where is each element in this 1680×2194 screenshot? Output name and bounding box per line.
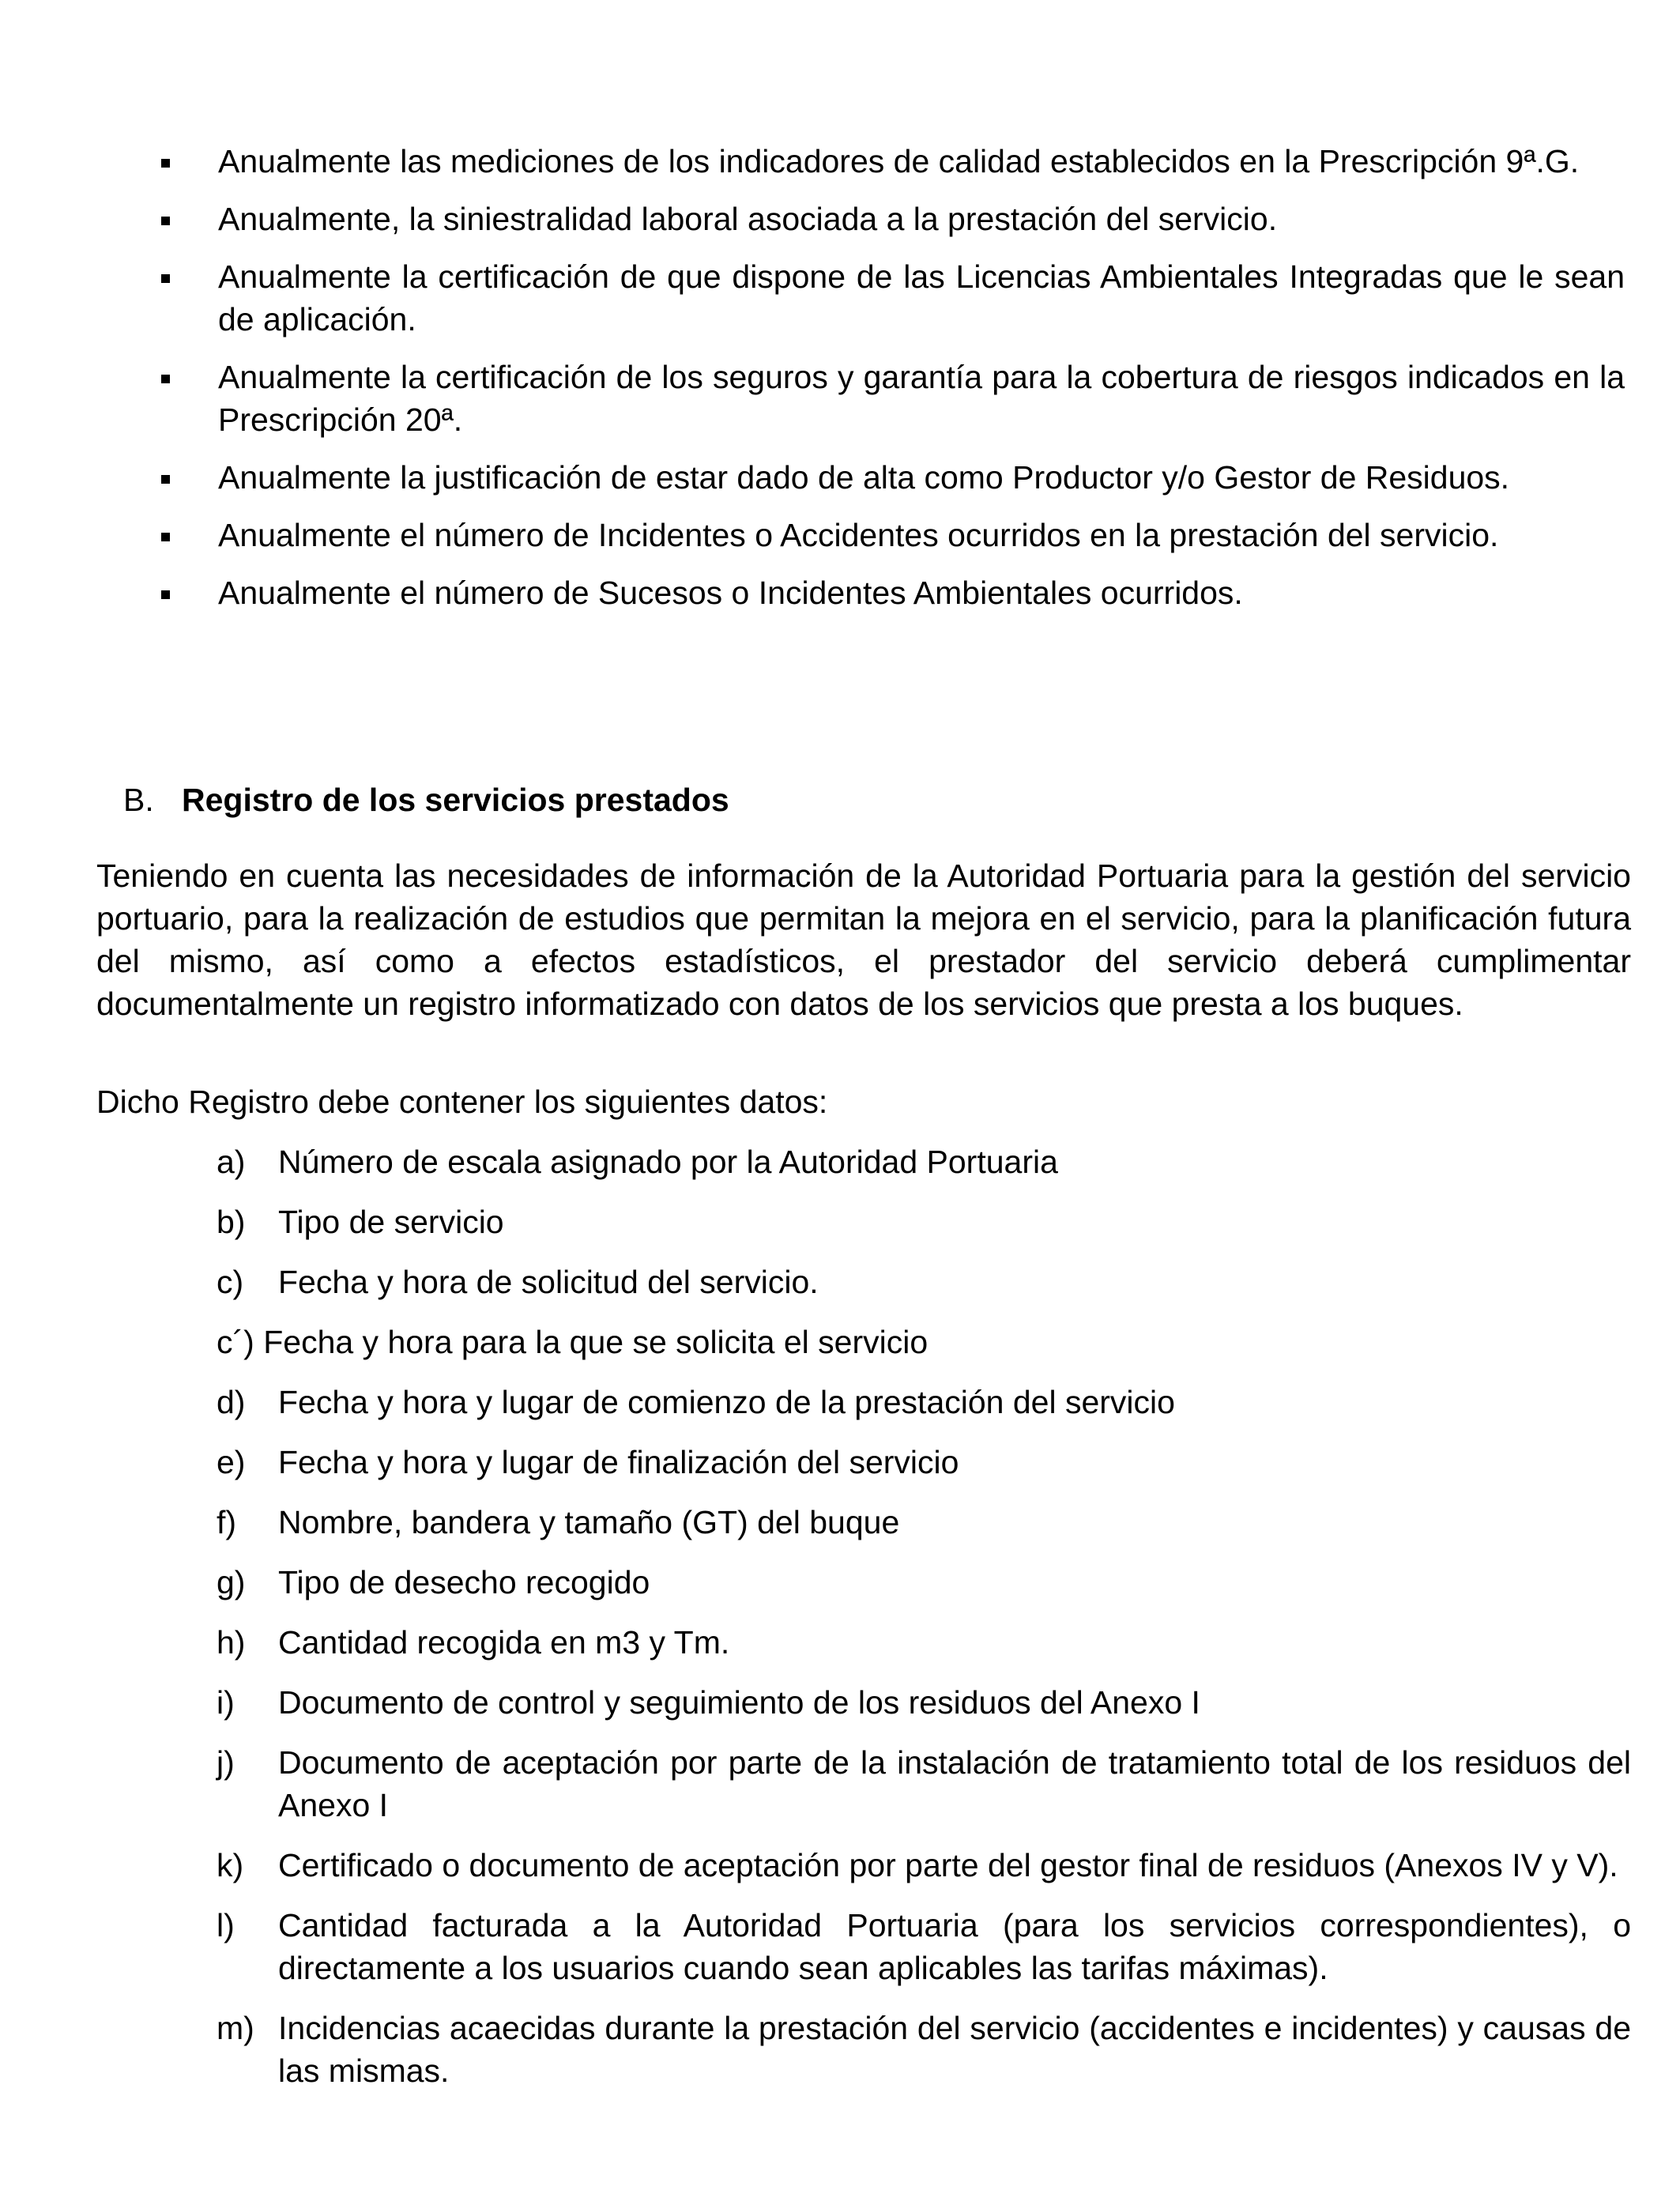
item-label: k)	[217, 1847, 244, 1883]
bullet-text: Anualmente el número de Sucesos o Incidentes Ambientales ocurridos.	[218, 575, 1243, 611]
item-label: c)	[217, 1264, 244, 1300]
annual-reports-bullet-list	[156, 140, 1625, 629]
bullet-text: Anualmente la certificación de los seguros y garantía para la cobertura de riesgos indicados en la Prescripción 20ª.	[218, 359, 1625, 438]
list-item	[217, 2007, 1631, 2092]
item-text: Documento de control y seguimiento de los residuos del Anexo I	[278, 1684, 1200, 1721]
bullet-item	[156, 198, 1625, 240]
item-text: Fecha y hora de solicitud del servicio.	[278, 1264, 819, 1300]
bullet-item	[156, 571, 1625, 614]
bullet-text: Anualmente la certificación de que dispone de las Licencias Ambientales Integradas que le sean de aplicación.	[218, 258, 1625, 337]
square-bullet-icon	[161, 375, 170, 383]
bullet-item	[156, 456, 1625, 499]
square-bullet-icon	[161, 590, 170, 599]
list-item	[217, 1321, 1631, 1363]
register-lead-paragraph: Dicho Registro debe contener los siguientes datos:	[96, 1084, 828, 1120]
bullet-text: Anualmente el número de Incidentes o Accidentes ocurridos en la prestación del servicio.	[218, 517, 1499, 553]
item-label: a)	[217, 1144, 246, 1180]
square-bullet-icon	[161, 475, 170, 484]
bullet-item	[156, 356, 1625, 441]
square-bullet-icon	[161, 159, 170, 168]
list-item	[217, 1681, 1631, 1724]
item-label: e)	[217, 1444, 246, 1480]
item-label: g)	[217, 1564, 246, 1600]
item-text: Cantidad recogida en m3 y Tm.	[278, 1624, 730, 1661]
section-title: Registro de los servicios prestados	[182, 782, 729, 818]
item-label: c´)	[217, 1324, 254, 1360]
item-label: h)	[217, 1624, 246, 1661]
list-item	[217, 1140, 1631, 1183]
item-label: i)	[217, 1684, 235, 1721]
item-label: m)	[217, 2010, 254, 2046]
item-text: Nombre, bandera y tamaño (GT) del buque	[278, 1504, 900, 1540]
list-item	[217, 1621, 1631, 1664]
item-text: Número de escala asignado por la Autoridad Portuaria	[278, 1144, 1058, 1180]
item-label: b)	[217, 1204, 246, 1240]
item-text: Tipo de servicio	[278, 1204, 504, 1240]
list-item	[217, 1844, 1631, 1887]
item-label: j)	[217, 1744, 235, 1781]
item-text: Fecha y hora y lugar de finalización del servicio	[278, 1444, 959, 1480]
list-item	[217, 1441, 1631, 1483]
intro-paragraph: Teniendo en cuenta las necesidades de información de la Autoridad Portuaria para la gestión del servicio portuario, para la realización de estudios que permitan la mejora en el servicio, para la planificación futura del mismo, así como a efectos estadísticos, el prestador del servicio deberá cumplimentar documentalmente un registro informatizado con datos de los servicios que presta a los buques.	[96, 858, 1631, 1022]
item-label: l)	[217, 1907, 235, 1943]
square-bullet-icon	[161, 274, 170, 283]
list-item	[217, 1561, 1631, 1604]
list-item	[217, 1501, 1631, 1544]
bullet-text: Anualmente las mediciones de los indicadores de calidad establecidos en la Prescripción 9ª.G.	[218, 143, 1580, 179]
section-letter: B.	[123, 782, 154, 818]
bullet-item	[156, 514, 1625, 556]
list-item	[217, 1741, 1631, 1826]
list-item	[217, 1904, 1631, 1989]
section-heading	[123, 778, 1625, 821]
item-text: Cantidad facturada a la Autoridad Portuaria (para los servicios correspondientes), o directamente a los usuarios cuando sean aplicables las tarifas máximas).	[278, 1907, 1631, 1986]
item-label: d)	[217, 1384, 246, 1420]
item-text: Certificado o documento de aceptación por parte del gestor final de residuos (Anexos IV y V).	[278, 1847, 1618, 1883]
bullet-text: Anualmente la justificación de estar dado de alta como Productor y/o Gestor de Residuos.	[218, 459, 1510, 496]
square-bullet-icon	[161, 533, 170, 541]
item-text: Incidencias acaecidas durante la prestación del servicio (accidentes e incidentes) y causas de las mismas.	[278, 2010, 1631, 2089]
item-text: Documento de aceptación por parte de la instalación de tratamiento total de los residuos del Anexo I	[278, 1744, 1631, 1823]
item-text: Fecha y hora y lugar de comienzo de la prestación del servicio	[278, 1384, 1175, 1420]
item-text: Tipo de desecho recogido	[278, 1564, 650, 1600]
square-bullet-icon	[161, 217, 170, 225]
list-item	[217, 1201, 1631, 1243]
item-text: Fecha y hora para la que se solicita el servicio	[263, 1324, 929, 1360]
list-item	[217, 1261, 1631, 1303]
item-label: f)	[217, 1504, 237, 1540]
list-item	[217, 1381, 1631, 1423]
bullet-text: Anualmente, la siniestralidad laboral asociada a la prestación del servicio.	[218, 201, 1278, 237]
register-data-list	[217, 1140, 1631, 2109]
bullet-item	[156, 140, 1625, 183]
bullet-item	[156, 255, 1625, 341]
